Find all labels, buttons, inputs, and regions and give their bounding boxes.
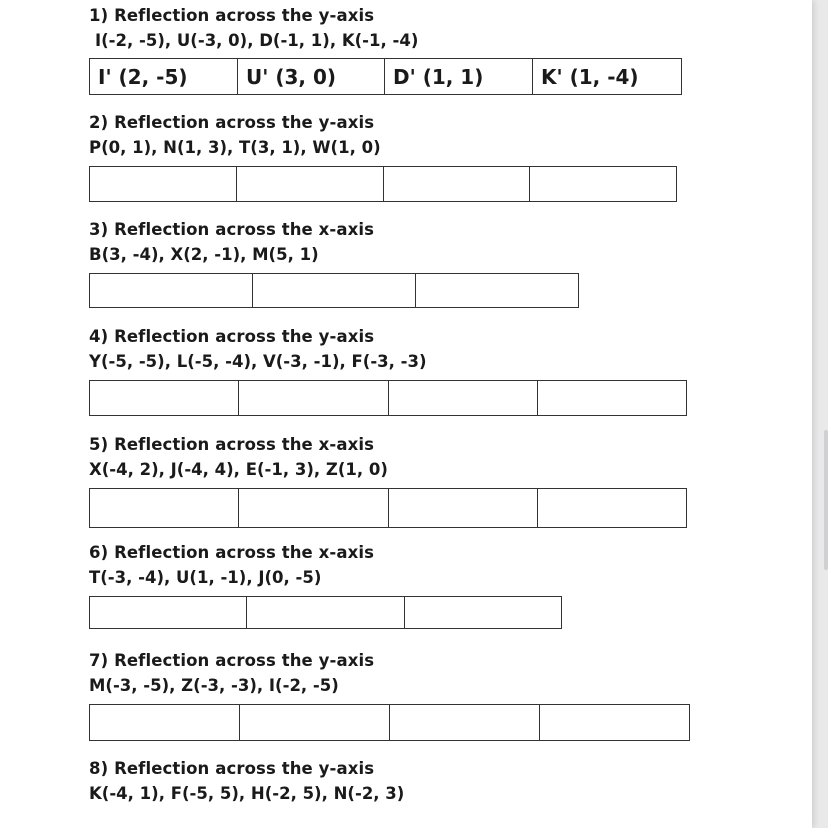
answer-cell[interactable] [90,274,253,307]
problem-points: B(3, -4), X(2, -1), M(5, 1) [89,245,319,264]
answer-cell[interactable]: I' (2, -5) [90,59,238,94]
answer-cell[interactable] [90,381,239,415]
answer-table-5 [89,488,687,528]
answer-cell[interactable] [247,597,404,628]
problem-5 [89,434,388,482]
problem-2 [89,112,381,160]
problem-points: P(0, 1), N(1, 3), T(3, 1), W(1, 0) [89,138,381,157]
answer-table-2 [89,166,677,202]
answer-cell[interactable] [390,705,540,740]
problem-points: Y(-5, -5), L(-5, -4), V(-3, -1), F(-3, -3) [89,352,427,371]
problem-7 [89,650,374,698]
problem-title: 2) Reflection across the y-axis [89,113,375,132]
problem-points: M(-3, -5), Z(-3, -3), I(-2, -5) [89,676,339,695]
answer-cell[interactable] [416,274,578,307]
problem-3 [89,219,374,267]
answer-cell[interactable] [389,381,538,415]
problem-title: 1) Reflection across the y-axis [89,6,375,25]
answer-cell[interactable] [538,381,686,415]
problem-points: K(-4, 1), F(-5, 5), H(-2, 5), N(-2, 3) [89,784,405,803]
problem-points: T(-3, -4), U(1, -1), J(0, -5) [89,568,322,587]
answer-cell[interactable] [530,167,676,201]
answer-cell[interactable] [384,167,531,201]
answer-cell[interactable] [90,597,247,628]
answer-table-1 [89,58,682,95]
answer-cell[interactable] [90,705,240,740]
answer-cell[interactable] [237,167,384,201]
problem-1 [89,5,418,53]
problem-title: 4) Reflection across the y-axis [89,327,375,346]
problem-title: 7) Reflection across the y-axis [89,651,375,670]
answer-cell[interactable] [538,489,686,527]
answer-cell[interactable] [90,489,239,527]
answer-cell[interactable] [239,489,388,527]
answer-cell[interactable]: U' (3, 0) [238,59,385,94]
answer-cell[interactable] [90,167,237,201]
answer-cell[interactable] [405,597,561,628]
problem-8 [89,758,404,806]
problem-title: 5) Reflection across the x-axis [89,435,375,454]
problem-points: I(-2, -5), U(-3, 0), D(-1, 1), K(-1, -4) [95,31,419,50]
problem-title: 8) Reflection across the y-axis [89,759,375,778]
problem-points: X(-4, 2), J(-4, 4), E(-1, 3), Z(1, 0) [89,460,388,479]
answer-table-4 [89,380,687,416]
answer-cell[interactable] [239,381,388,415]
answer-table-6 [89,596,562,629]
problem-4 [89,326,427,374]
scrollbar[interactable] [824,430,828,570]
answer-cell[interactable]: D' (1, 1) [385,59,533,94]
answer-cell[interactable] [389,489,538,527]
problem-6 [89,542,374,590]
problem-title: 3) Reflection across the x-axis [89,220,375,239]
answer-cell[interactable]: K' (1, -4) [541,64,639,89]
answer-cell[interactable] [240,705,390,740]
answer-cell[interactable] [253,274,416,307]
problem-title: 6) Reflection across the x-axis [89,543,375,562]
answer-table-3 [89,273,579,308]
answer-table-7 [89,704,690,741]
answer-cell[interactable] [540,705,689,740]
